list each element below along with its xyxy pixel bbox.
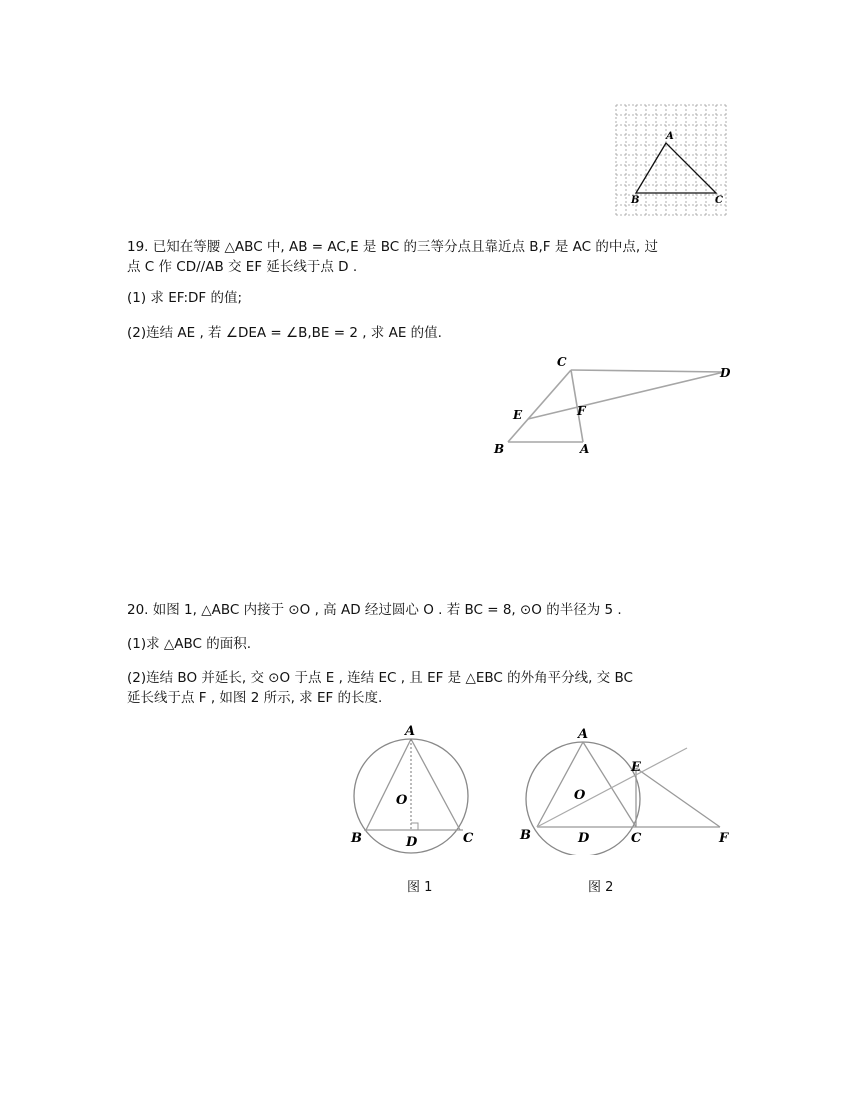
grid-label-c: C bbox=[715, 195, 723, 206]
side-ab bbox=[366, 739, 411, 830]
problem-19-part-2: (2)连结 AE , 若 ∠DEA = ∠B,BE = 2 , 求 AE 的值. bbox=[127, 325, 442, 341]
fig2-label-o: O bbox=[574, 788, 586, 803]
problem-19-statement-line2: 点 C 作 CD//AB 交 EF 延长线于点 D . bbox=[127, 259, 358, 275]
problem-20-part-2-line1: (2)连结 BO 并延长, 交 ⊙O 于点 E , 连结 EC , 且 EF 是 △EBC 的外角平分线, 交 BC bbox=[127, 670, 633, 686]
fig2-label-b: B bbox=[520, 828, 531, 843]
problem-19-part-1: (1) 求 EF:DF 的值; bbox=[127, 290, 243, 306]
side-ac bbox=[583, 742, 636, 827]
fig19-label-f: F bbox=[577, 404, 586, 418]
segment-cd bbox=[571, 370, 724, 372]
grid-triangle-figure bbox=[612, 101, 732, 221]
fig19-label-b: B bbox=[494, 442, 505, 456]
figure-2 bbox=[515, 720, 740, 855]
figure-1-caption: 图 1 bbox=[407, 880, 433, 895]
fig2-label-d: D bbox=[578, 831, 590, 846]
side-ac bbox=[411, 739, 460, 830]
fig2-label-f: F bbox=[719, 831, 729, 846]
problem-20-part-2-line2: 延长线于点 F , 如图 2 所示, 求 EF 的长度. bbox=[127, 690, 383, 706]
fig1-label-d: D bbox=[406, 835, 418, 850]
grid-label-b: B bbox=[631, 195, 640, 206]
segment-cb bbox=[508, 370, 571, 442]
segment-ef bbox=[636, 768, 720, 827]
problem-20-part-1: (1)求 △ABC 的面积. bbox=[127, 636, 252, 652]
fig19-label-e: E bbox=[513, 408, 523, 422]
fig19-label-a: A bbox=[580, 442, 590, 456]
fig19-label-c: C bbox=[557, 355, 567, 369]
fig2-label-e: E bbox=[631, 760, 641, 775]
grid-label-a: A bbox=[666, 131, 674, 142]
fig1-label-c: C bbox=[463, 831, 474, 846]
fig19-label-d: D bbox=[720, 366, 731, 380]
fig2-label-a: A bbox=[578, 727, 589, 742]
figure-2-caption: 图 2 bbox=[588, 880, 614, 895]
problem-19-statement-line1: 19. 已知在等腰 △ABC 中, AB = AC,E 是 BC 的三等分点且靠近点 B,F 是 AC 的中点, 过 bbox=[127, 239, 658, 255]
fig1-label-a: A bbox=[405, 724, 416, 739]
problem-20-statement: 20. 如图 1, △ABC 内接于 ⊙O , 高 AD 经过圆心 O . 若 BC = 8, ⊙O 的半径为 5 . bbox=[127, 602, 622, 618]
fig1-label-o: O bbox=[396, 793, 408, 808]
figure-1 bbox=[345, 720, 485, 855]
segment-ed bbox=[528, 372, 724, 419]
problem-19-figure bbox=[488, 352, 740, 458]
fig1-label-b: B bbox=[351, 831, 362, 846]
right-angle-mark bbox=[411, 823, 418, 830]
fig2-label-c: C bbox=[631, 831, 642, 846]
